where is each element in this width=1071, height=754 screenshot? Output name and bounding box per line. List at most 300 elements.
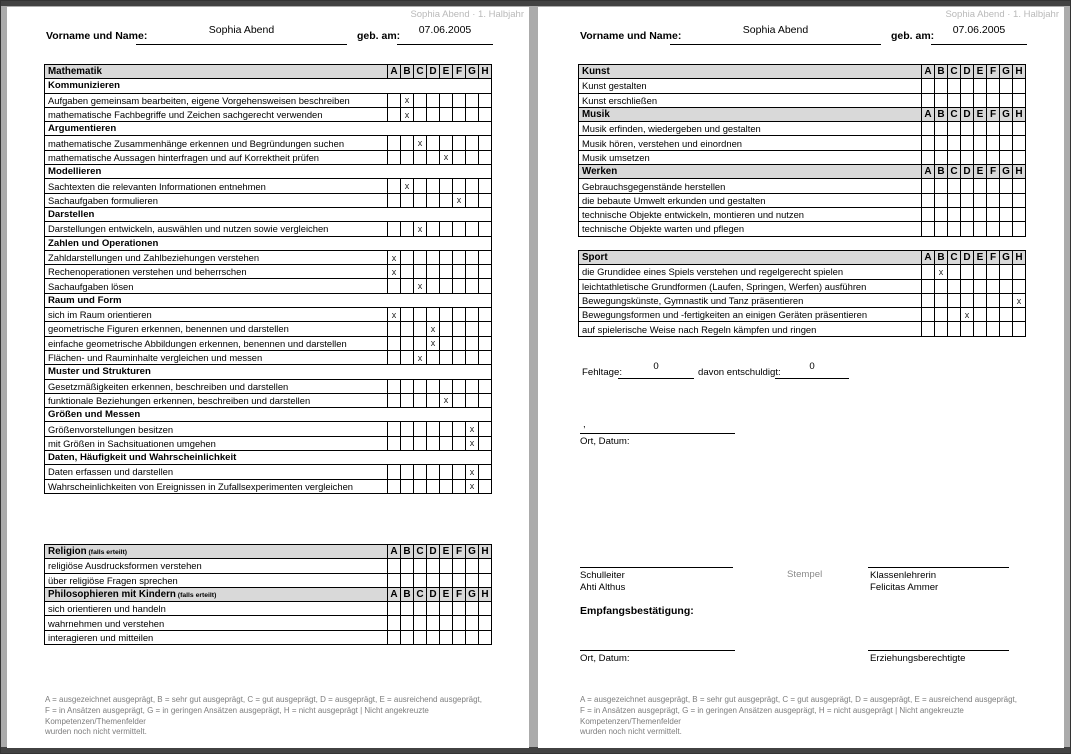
grade-cell-a — [388, 193, 401, 207]
competency-row — [45, 179, 492, 193]
grade-cell-f — [453, 393, 466, 407]
grade-cell-d — [427, 136, 440, 150]
grade-cell-g — [466, 107, 479, 121]
label-text: geometrische Figuren erkennen, benennen und darstellen — [48, 323, 289, 335]
legend-line-2: F = in Ansätzen ausgeprägt, G = in geringen Ansätzen ausgeprägt, H = nicht ausgeprägt | Nicht angekreuzte Kompetenzen/Themenfelder — [45, 705, 429, 726]
grade-cell-d — [427, 436, 440, 450]
grade-cell-a — [388, 336, 401, 350]
grade-column-header-d: D — [427, 587, 440, 601]
grade-cell-f — [453, 265, 466, 279]
grade-cell-h — [479, 222, 492, 236]
grade-cell-d — [427, 265, 440, 279]
grade-cell-c — [414, 479, 427, 493]
grade-cell-d — [427, 465, 440, 479]
grade-cell-h — [479, 630, 492, 644]
grade-cell-e — [440, 193, 453, 207]
competency-label — [45, 559, 388, 573]
competency-label — [45, 136, 388, 150]
principal-signature-line — [580, 567, 733, 568]
grade-cell-f — [453, 179, 466, 193]
grade-cell-g — [466, 150, 479, 164]
label-text: Sachtexten die relevanten Informationen entnehmen — [48, 180, 266, 192]
label-text: mathematische Fachbegriffe und Zeichen sachgerecht verwenden — [48, 109, 323, 121]
grade-cell-b — [935, 322, 948, 336]
grade-cell-g — [466, 308, 479, 322]
subheader-row — [45, 79, 492, 93]
grade-cell-g: x — [466, 422, 479, 436]
grade-legend — [580, 695, 1030, 738]
grade-cell-e — [974, 207, 987, 221]
grade-cell-b — [401, 436, 414, 450]
grade-cell-a — [388, 602, 401, 616]
grade-cell-e — [440, 222, 453, 236]
page-watermark: Sophia Abend · 1. Halbjahr — [945, 9, 1059, 20]
grade-cell-c — [948, 293, 961, 307]
mathematik-table — [44, 64, 492, 494]
grade-cell-f — [453, 322, 466, 336]
grade-cell-f — [453, 308, 466, 322]
grade-column-header-e: E — [974, 165, 987, 179]
grade-cell-a — [388, 630, 401, 644]
competency-row — [45, 308, 492, 322]
competency-row — [45, 265, 492, 279]
grade-cell-c — [414, 573, 427, 587]
grade-cell-b — [401, 136, 414, 150]
grade-cell-f — [453, 436, 466, 450]
grade-column-header-h: H — [1013, 165, 1026, 179]
label-text: Gesetzmäßigkeiten erkennen, beschreiben und darstellen — [48, 380, 289, 392]
grade-cell-b — [401, 602, 414, 616]
competency-row — [579, 265, 1026, 279]
grade-cell-d — [961, 207, 974, 221]
grade-cell-g: x — [466, 465, 479, 479]
grade-cell-d — [427, 422, 440, 436]
grade-cell-b — [401, 573, 414, 587]
grade-column-header-e: E — [440, 65, 453, 79]
competency-row — [45, 602, 492, 616]
grade-cell-h — [1013, 222, 1026, 236]
competency-label — [45, 193, 388, 207]
grade-cell-b — [401, 422, 414, 436]
legend-line-2: F = in Ansätzen ausgeprägt, G = in geringen Ansätzen ausgeprägt, H = nicht ausgeprägt | Nicht angekreuzte Kompetenzen/Themenfelder — [580, 705, 964, 726]
grade-column-header-h: H — [479, 587, 492, 601]
competency-row — [45, 250, 492, 264]
grade-cell-f — [453, 379, 466, 393]
competency-row — [45, 559, 492, 573]
grade-column-header-h: H — [479, 65, 492, 79]
grade-cell-a — [388, 379, 401, 393]
grade-cell-h — [479, 179, 492, 193]
grade-cell-b — [401, 322, 414, 336]
grade-cell-d — [961, 293, 974, 307]
grade-cell-c — [414, 93, 427, 107]
grade-cell-e — [974, 93, 987, 107]
grade-cell-c — [414, 107, 427, 121]
competency-label — [45, 336, 388, 350]
grade-cell-f: x — [453, 193, 466, 207]
name-value-line: Sophia Abend — [136, 24, 347, 45]
label-text: Darstellungen entwickeln, auswählen und nutzen sowie vergleichen — [48, 223, 329, 235]
page-watermark: Sophia Abend · 1. Halbjahr — [410, 9, 524, 20]
competency-row — [579, 122, 1026, 136]
grade-cell-c — [414, 150, 427, 164]
grade-cell-e — [974, 150, 987, 164]
grade-cell-d — [427, 93, 440, 107]
grade-cell-d — [961, 122, 974, 136]
grade-cell-g — [1000, 308, 1013, 322]
grade-cell-f — [453, 107, 466, 121]
stamp-label: Stempel — [787, 569, 823, 580]
grade-cell-h — [1013, 179, 1026, 193]
grade-cell-f — [453, 222, 466, 236]
grade-cell-h — [1013, 265, 1026, 279]
grade-cell-e — [440, 322, 453, 336]
grade-cell-d — [961, 79, 974, 93]
grade-cell-g — [1000, 136, 1013, 150]
dob-value-line: 07.06.2005 — [931, 24, 1027, 45]
grade-cell-h — [479, 93, 492, 107]
grade-column-header-a: A — [922, 65, 935, 79]
grade-cell-b — [401, 222, 414, 236]
competency-label — [45, 479, 388, 493]
grade-cell-g — [1000, 122, 1013, 136]
grade-cell-c — [414, 602, 427, 616]
dob-label: geb. am: — [891, 30, 935, 42]
grade-cell-a — [922, 150, 935, 164]
competency-row — [45, 393, 492, 407]
grade-cell-h — [479, 602, 492, 616]
grade-cell-g — [466, 93, 479, 107]
grade-column-header-c: C — [414, 65, 427, 79]
grade-cell-a — [388, 479, 401, 493]
grade-cell-d — [961, 279, 974, 293]
grade-cell-f — [453, 250, 466, 264]
grade-cell-a — [388, 422, 401, 436]
grade-cell-e — [974, 265, 987, 279]
label-text: Bewegungsformen und -fertigkeiten an einigen Geräten präsentieren — [582, 309, 868, 321]
competency-row — [45, 422, 492, 436]
teacher-name: Felicitas Ammer — [870, 582, 939, 593]
grade-column-header-g: G — [1000, 251, 1013, 265]
header-row — [579, 251, 1026, 265]
grade-cell-c — [948, 193, 961, 207]
grade-cell-c — [948, 150, 961, 164]
grade-column-header-g: G — [1000, 165, 1013, 179]
grade-cell-e — [440, 107, 453, 121]
competency-row — [45, 465, 492, 479]
competency-label — [45, 422, 388, 436]
competency-label — [45, 616, 388, 630]
label-text: Rechenoperationen verstehen und beherrschen — [48, 266, 247, 278]
grade-cell-g — [466, 379, 479, 393]
subject-title — [579, 107, 922, 121]
grade-cell-d — [427, 193, 440, 207]
grade-cell-e — [440, 616, 453, 630]
grade-cell-c: x — [414, 222, 427, 236]
grade-cell-g — [466, 179, 479, 193]
grade-column-header-b: B — [401, 65, 414, 79]
label-text: sich orientieren und handeln — [48, 603, 166, 615]
grade-cell-e — [440, 479, 453, 493]
absences-value-line: 0 — [618, 361, 694, 379]
legend-line-1: A = ausgezeichnet ausgeprägt, B = sehr gut ausgeprägt, C = gut ausgeprägt, D = ausgeprägt, E = ausreichend ausgeprägt, — [580, 695, 1017, 704]
grade-cell-f — [453, 150, 466, 164]
competency-row — [579, 179, 1026, 193]
grade-cell-b — [401, 379, 414, 393]
subject-title — [579, 251, 922, 265]
grade-cell-b — [935, 179, 948, 193]
absences-label: Fehltage: — [582, 367, 623, 378]
grade-cell-f — [987, 93, 1000, 107]
grade-cell-a — [388, 573, 401, 587]
place-date-label: Ort, Datum: — [580, 436, 630, 447]
grade-column-header-c: C — [948, 251, 961, 265]
grade-cell-a — [388, 279, 401, 293]
grade-cell-h: x — [1013, 293, 1026, 307]
grade-cell-a — [388, 222, 401, 236]
report-page-1 — [7, 7, 529, 748]
grade-cell-e — [440, 630, 453, 644]
grade-cell-h — [479, 279, 492, 293]
grade-cell-h — [479, 107, 492, 121]
grade-cell-d: x — [427, 336, 440, 350]
grade-cell-a — [388, 136, 401, 150]
grade-cell-a — [922, 322, 935, 336]
grade-column-header-d: D — [961, 107, 974, 121]
grade-cell-c — [948, 136, 961, 150]
grade-cell-a — [922, 207, 935, 221]
grade-cell-d — [427, 308, 440, 322]
grade-cell-c — [948, 207, 961, 221]
grade-cell-b — [401, 193, 414, 207]
grade-cell-f — [987, 207, 1000, 221]
header-row — [45, 65, 492, 79]
grade-cell-h — [479, 422, 492, 436]
grade-cell-e — [440, 350, 453, 364]
grade-cell-g: x — [466, 436, 479, 450]
grade-cell-c — [948, 222, 961, 236]
subject-title — [45, 587, 388, 601]
grade-cell-d — [427, 179, 440, 193]
label-text: Kunst gestalten — [582, 80, 647, 92]
competency-group-label: Modellieren — [45, 165, 492, 179]
grade-cell-e — [440, 179, 453, 193]
grade-cell-e: x — [440, 150, 453, 164]
grade-cell-d — [427, 630, 440, 644]
grade-cell-a — [922, 79, 935, 93]
grade-cell-e — [440, 465, 453, 479]
grade-cell-b — [935, 293, 948, 307]
competency-row — [579, 136, 1026, 150]
grade-cell-h — [479, 150, 492, 164]
grade-cell-e — [440, 308, 453, 322]
grade-cell-c — [414, 193, 427, 207]
grade-cell-f — [453, 630, 466, 644]
grade-cell-c — [948, 179, 961, 193]
grade-column-header-h: H — [479, 545, 492, 559]
label-text: Werken — [582, 166, 618, 178]
guardian-place-date-line — [580, 650, 735, 651]
header-row — [45, 545, 492, 559]
grade-cell-c: x — [414, 350, 427, 364]
label-text: Musik umsetzen — [582, 151, 650, 163]
grade-cell-g — [466, 559, 479, 573]
competency-label — [45, 93, 388, 107]
grade-cell-a — [922, 265, 935, 279]
grade-cell-g — [466, 573, 479, 587]
label-text: mit Größen in Sachsituationen umgehen — [48, 437, 216, 449]
competency-row — [45, 336, 492, 350]
dob-label: geb. am: — [357, 30, 401, 42]
grade-cell-d — [961, 322, 974, 336]
competency-group-label: Raum und Form — [45, 293, 492, 307]
competency-label — [45, 322, 388, 336]
grade-cell-h — [479, 573, 492, 587]
grade-cell-d — [961, 179, 974, 193]
subject-title — [45, 65, 388, 79]
grade-cell-d — [427, 379, 440, 393]
grade-column-header-e: E — [974, 107, 987, 121]
grade-cell-f — [453, 422, 466, 436]
grade-cell-a — [388, 616, 401, 630]
grade-cell-b — [401, 393, 414, 407]
grade-cell-c — [414, 465, 427, 479]
grade-cell-a — [922, 222, 935, 236]
grade-cell-b — [935, 193, 948, 207]
grade-cell-a — [922, 308, 935, 322]
grade-cell-e — [974, 279, 987, 293]
grade-cell-d — [427, 150, 440, 164]
grade-cell-c — [948, 122, 961, 136]
grade-cell-c — [414, 422, 427, 436]
grade-cell-c — [414, 436, 427, 450]
label-text: Kunst erschließen — [582, 94, 658, 106]
grade-cell-a — [922, 122, 935, 136]
grade-cell-d — [961, 150, 974, 164]
competency-label — [45, 279, 388, 293]
grade-cell-f — [987, 265, 1000, 279]
dob-value-line: 07.06.2005 — [397, 24, 493, 45]
competency-label — [45, 308, 388, 322]
grade-column-header-e: E — [974, 251, 987, 265]
grade-cell-f — [987, 193, 1000, 207]
grade-cell-g — [466, 250, 479, 264]
competency-row — [45, 222, 492, 236]
grade-cell-f — [987, 150, 1000, 164]
grade-cell-g — [1000, 293, 1013, 307]
grade-column-header-g: G — [466, 587, 479, 601]
competency-row — [45, 279, 492, 293]
grade-cell-h — [479, 479, 492, 493]
grade-cell-e — [440, 265, 453, 279]
competency-group-label: Muster und Strukturen — [45, 365, 492, 379]
grade-cell-b — [401, 265, 414, 279]
label-text: Sport — [582, 252, 608, 264]
grade-cell-f — [453, 336, 466, 350]
label-text: Sachaufgaben lösen — [48, 280, 134, 292]
competency-label — [579, 193, 922, 207]
grade-cell-c — [948, 79, 961, 93]
grade-cell-d — [427, 573, 440, 587]
competency-label — [45, 150, 388, 164]
competency-label — [45, 222, 388, 236]
grade-cell-a — [388, 559, 401, 573]
competency-label — [45, 350, 388, 364]
grade-cell-g — [466, 193, 479, 207]
legend-line-1: A = ausgezeichnet ausgeprägt, B = sehr gut ausgeprägt, C = gut ausgeprägt, D = ausgeprägt, E = ausreichend ausgeprägt, — [45, 695, 482, 704]
grade-cell-e — [440, 279, 453, 293]
grade-cell-b — [935, 308, 948, 322]
label-text: interagieren und mitteilen — [48, 631, 154, 643]
grade-cell-b — [401, 630, 414, 644]
grade-cell-g — [466, 265, 479, 279]
grade-cell-d: x — [961, 308, 974, 322]
grade-cell-f — [453, 602, 466, 616]
grade-cell-c — [414, 616, 427, 630]
grade-cell-h — [479, 616, 492, 630]
competency-group-label: Daten, Häufigkeit und Wahrscheinlichkeit — [45, 451, 492, 465]
competency-row — [45, 107, 492, 121]
grade-cell-f — [453, 93, 466, 107]
grade-cell-g — [1000, 279, 1013, 293]
grade-cell-g — [1000, 193, 1013, 207]
competency-row — [45, 93, 492, 107]
grade-cell-a — [388, 107, 401, 121]
name-value-line: Sophia Abend — [670, 24, 881, 45]
grade-column-header-f: F — [987, 65, 1000, 79]
grade-column-header-h: H — [1013, 251, 1026, 265]
grade-cell-d — [961, 222, 974, 236]
grade-cell-b — [935, 136, 948, 150]
grade-column-header-f: F — [987, 251, 1000, 265]
sport-table — [578, 250, 1026, 337]
label-text: Musik hören, verstehen und einordnen — [582, 137, 742, 149]
competency-label — [579, 308, 922, 322]
grade-cell-b — [935, 222, 948, 236]
grade-cell-e — [974, 293, 987, 307]
grade-cell-c: x — [414, 279, 427, 293]
subheader-row — [45, 122, 492, 136]
grade-column-header-b: B — [935, 65, 948, 79]
grade-cell-h — [1013, 93, 1026, 107]
grade-column-header-d: D — [961, 165, 974, 179]
grade-cell-e — [974, 122, 987, 136]
grade-cell-d — [427, 559, 440, 573]
competency-label — [579, 136, 922, 150]
grade-cell-a — [388, 179, 401, 193]
grade-column-header-e: E — [440, 587, 453, 601]
grade-cell-b — [401, 559, 414, 573]
grade-cell-b — [401, 465, 414, 479]
label-text: die Grundidee eines Spiels verstehen und regelgerecht spielen — [582, 266, 844, 278]
label-text: Daten erfassen und darstellen — [48, 466, 174, 478]
grade-cell-c — [414, 559, 427, 573]
grade-cell-e — [974, 222, 987, 236]
grade-cell-g — [1000, 150, 1013, 164]
grade-column-header-b: B — [935, 165, 948, 179]
grade-column-header-f: F — [453, 65, 466, 79]
grade-cell-d — [427, 222, 440, 236]
grade-cell-h — [479, 136, 492, 150]
grade-cell-a — [922, 293, 935, 307]
grade-cell-e — [974, 79, 987, 93]
grade-cell-g: x — [466, 479, 479, 493]
label-text: Flächen- und Rauminhalte vergleichen und messen — [48, 352, 263, 364]
grade-cell-a: x — [388, 265, 401, 279]
competency-label — [45, 602, 388, 616]
receipt-confirmation-label: Empfangsbestätigung: — [580, 605, 694, 617]
label-text: Größenvorstellungen besitzen — [48, 423, 174, 435]
